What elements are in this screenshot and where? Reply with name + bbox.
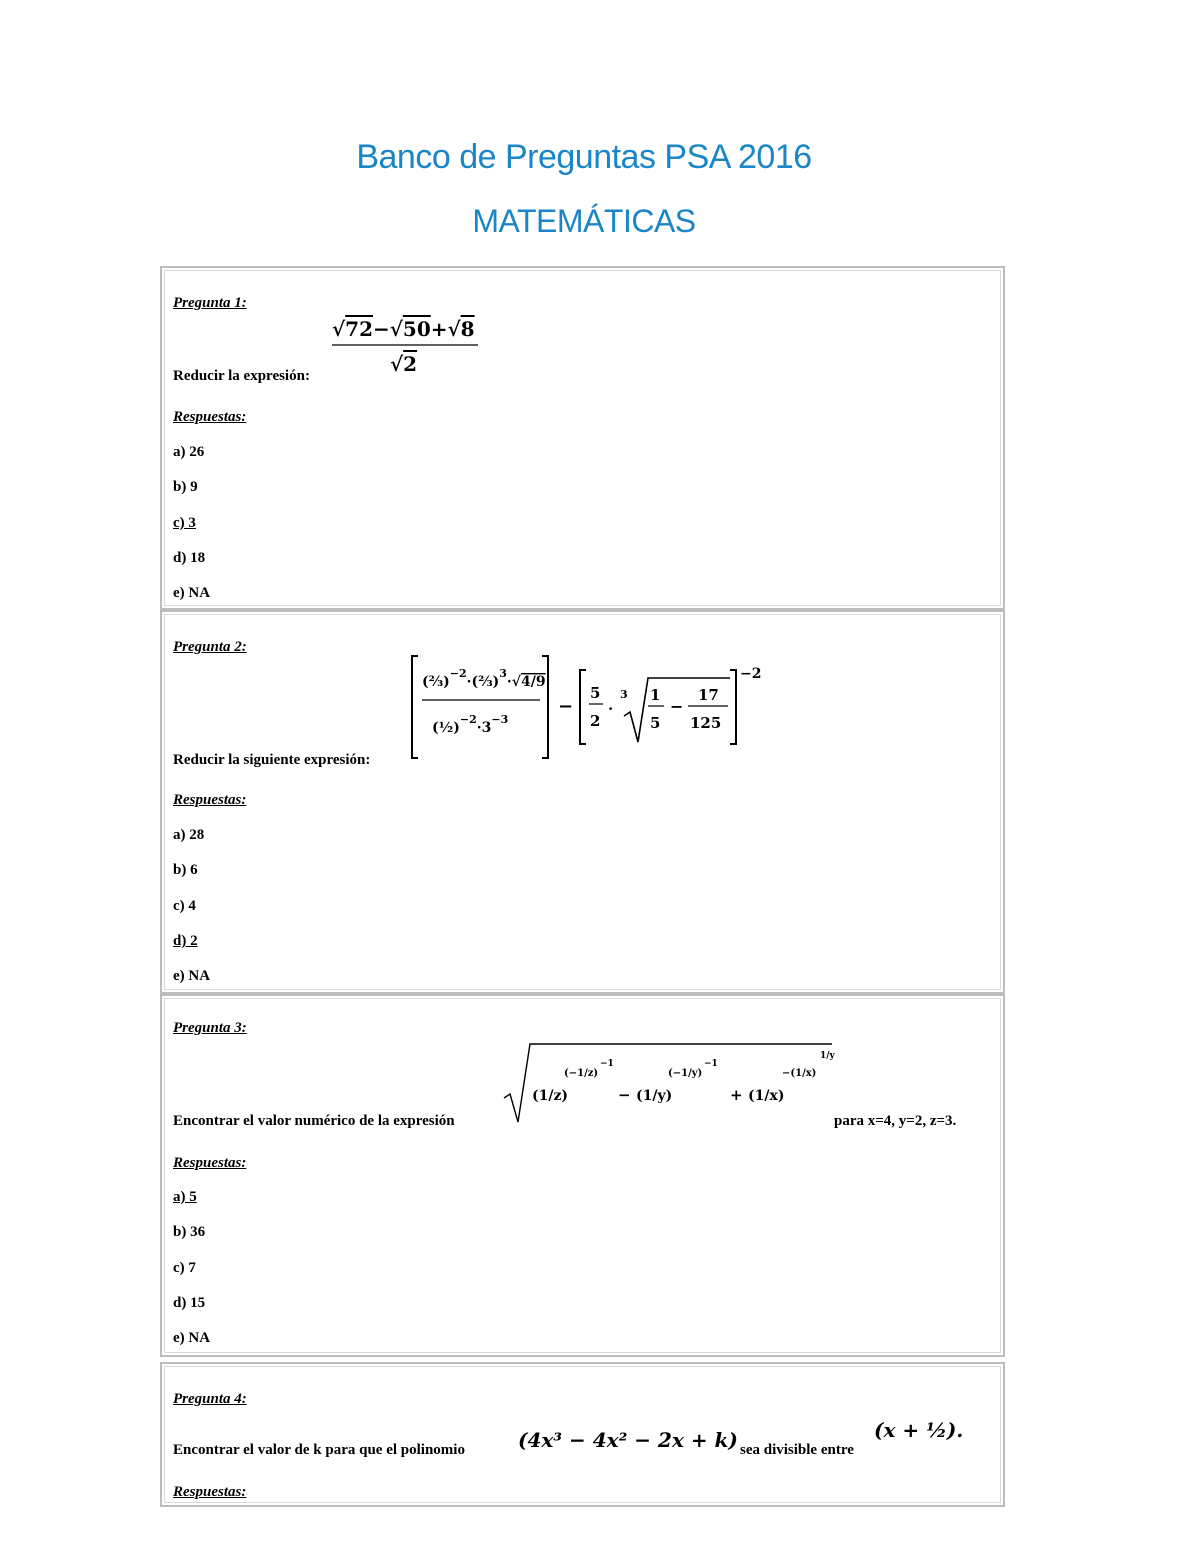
q4-middle: sea divisible entre: [740, 1442, 854, 1458]
svg-text:·: ·: [608, 700, 614, 718]
answer-d: d) 15: [173, 1295, 206, 1311]
svg-text:−1: −1: [704, 1059, 718, 1069]
answer-c: c) 4: [173, 898, 196, 914]
q3-prompt: Encontrar el valor numérico de la expresión: [173, 1113, 455, 1129]
q1-expression: [332, 314, 482, 384]
answers-label: Respuestas:: [173, 792, 247, 808]
q4-polynomial: (4x³ − 4x² − 2x + k): [518, 1428, 738, 1452]
q1-prompt: Reducir la expresión:: [173, 368, 310, 384]
q3-suffix: para x=4, y=2, z=3.: [834, 1113, 957, 1129]
answer-b: b) 6: [173, 862, 198, 878]
svg-text:−1: −1: [600, 1059, 614, 1069]
answer-a-correct: a) 5: [173, 1189, 197, 1205]
svg-text:1: 1: [650, 686, 661, 704]
svg-text:3: 3: [620, 688, 628, 701]
svg-text:−2: −2: [740, 666, 762, 682]
answer-c: c) 7: [173, 1260, 196, 1276]
question-4-box: [160, 1362, 1005, 1507]
svg-text:(1/y): (1/y): [636, 1088, 673, 1104]
q4-divisor: (x + ½).: [874, 1418, 964, 1442]
page-subtitle: MATEMÁTICAS: [472, 203, 696, 239]
question-2-box: [160, 610, 1005, 994]
svg-text:1/y: 1/y: [820, 1051, 835, 1061]
answer-e: e) NA: [173, 1330, 211, 1346]
svg-text:√2: √2: [390, 352, 418, 376]
page-title: Banco de Preguntas PSA 2016: [356, 138, 812, 176]
svg-text:(½)−2·3−3: $(\frac{1}{2})^{-2}\cdot 3^{-3}$: [432, 713, 509, 736]
q2-prompt: Reducir la siguiente expresión:: [173, 752, 371, 768]
svg-text:√72−√50+√8: √72−√50+√8: [332, 317, 475, 341]
svg-text:−: −: [670, 697, 684, 716]
answers-label: Respuestas:: [173, 409, 247, 425]
svg-text:2: 2: [590, 712, 601, 730]
svg-text:−: −: [618, 1086, 631, 1104]
svg-text:(−1/z): (−1/z): [564, 1068, 599, 1079]
svg-text:−: −: [558, 696, 574, 717]
question-label: Pregunta 2:: [173, 639, 247, 655]
question-label: Pregunta 4:: [173, 1391, 247, 1407]
question-3-box: [160, 994, 1005, 1357]
answer-b: b) 36: [173, 1224, 206, 1240]
answer-a: a) 26: [173, 444, 205, 460]
svg-text:(⅔)−2·(⅔)3·√4/9: (⅔)$^{-2}$·(⅔)$^3$·√4/9: [422, 667, 546, 690]
answer-a: a) 28: [173, 827, 205, 843]
svg-text:17: 17: [698, 686, 719, 704]
q4-prompt: Encontrar el valor de k para que el polinomio: [173, 1442, 465, 1458]
question-label: Pregunta 3:: [173, 1020, 247, 1036]
svg-text:5: 5: [650, 714, 661, 732]
answer-e: e) NA: [173, 585, 211, 601]
svg-text:(−1/y): (−1/y): [668, 1068, 703, 1079]
answer-d-correct: d) 2: [173, 933, 198, 949]
question-1-box: [160, 266, 1005, 610]
svg-text:(1/x): (1/x): [748, 1088, 785, 1104]
answers-label: Respuestas:: [173, 1155, 247, 1171]
answers-label: Respuestas:: [173, 1484, 247, 1500]
answer-e: e) NA: [173, 968, 211, 984]
svg-text:125: 125: [690, 714, 722, 732]
question-label: Pregunta 1:: [173, 295, 247, 311]
answer-b: b) 9: [173, 479, 198, 495]
answer-d: d) 18: [173, 550, 206, 566]
svg-text:5: 5: [590, 684, 601, 702]
svg-text:−(1/x): −(1/x): [782, 1068, 817, 1079]
svg-text:+: +: [730, 1086, 743, 1104]
svg-text:(1/z): (1/z): [532, 1088, 569, 1104]
q3-expression: [502, 1036, 842, 1128]
answer-c-correct: c) 3: [173, 515, 196, 531]
q2-expression: [410, 652, 770, 768]
